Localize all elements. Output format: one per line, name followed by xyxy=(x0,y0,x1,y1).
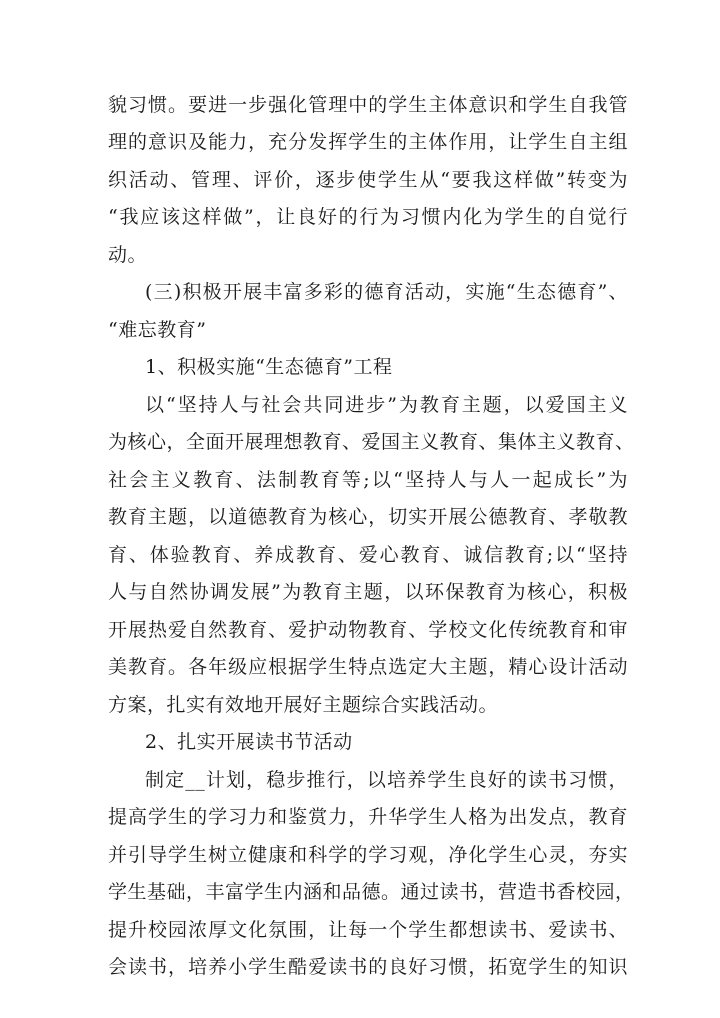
paragraph-line: 美教育。各年级应根据学生特点选定大主题，精心设计活动 xyxy=(108,656,628,678)
paragraph-line: 会读书，培养小学生酷爱读书的良好习惯，拓宽学生的知识 xyxy=(108,956,628,978)
paragraph-line: “我应该这样做”，让良好的行为习惯内化为学生的自觉行 xyxy=(108,206,628,228)
paragraph-line: 教育主题，以道德教育为核心，切实开展公德教育、孝敬教 xyxy=(108,506,628,528)
paragraph-line: 织活动、管理、评价，逐步使学生从“要我这样做”转变为 xyxy=(108,169,628,191)
paragraph-line: 社会主义教育、法制教育等;以“坚持人与人一起成长”为 xyxy=(108,469,628,491)
paragraph-line: 学生基础，丰富学生内涵和品德。通过读书，营造书香校园， xyxy=(108,881,635,903)
paragraph-line: 为核心，全面开展理想教育、爱国主义教育、集体主义教育、 xyxy=(108,431,635,453)
paragraph-line: 制定__计划，稳步推行，以培养学生良好的读书习惯， xyxy=(145,769,628,791)
subsection-heading: 2、扎实开展读书节活动 xyxy=(145,731,353,753)
paragraph-line: 并引导学生树立健康和科学的学习观，净化学生心灵，夯实 xyxy=(108,844,628,866)
paragraph-line: 人与自然协调发展”为教育主题，以环保教育为核心，积极 xyxy=(108,581,628,603)
paragraph-line: 提升校园浓厚文化氛围，让每一个学生都想读书、爱读书、 xyxy=(108,919,628,941)
section-heading: (三)积极开展丰富多彩的德育活动，实施“生态德育”、 xyxy=(145,281,628,303)
paragraph-line: 提高学生的学习力和鉴赏力，升华学生人格为出发点，教育 xyxy=(108,806,628,828)
paragraph-line: 理的意识及能力，充分发挥学生的主体作用，让学生自主组 xyxy=(108,131,628,153)
paragraph-line: 方案，扎实有效地开展好主题综合实践活动。 xyxy=(108,694,499,716)
paragraph-line: 貌习惯。要进一步强化管理中的学生主体意识和学生自我管 xyxy=(108,94,628,116)
paragraph-line: 育、体验教育、养成教育、爱心教育、诚信教育;以“坚持 xyxy=(108,544,628,566)
paragraph-line: 动。 xyxy=(108,244,148,266)
section-heading-continued: “难忘教育” xyxy=(108,319,207,341)
paragraph-line: 以“坚持人与社会共同进步”为教育主题，以爱国主义 xyxy=(145,394,628,416)
paragraph-line: 开展热爱自然教育、爱护动物教育、学校文化传统教育和审 xyxy=(108,619,628,641)
subsection-heading: 1、积极实施“生态德育”工程 xyxy=(145,356,393,378)
